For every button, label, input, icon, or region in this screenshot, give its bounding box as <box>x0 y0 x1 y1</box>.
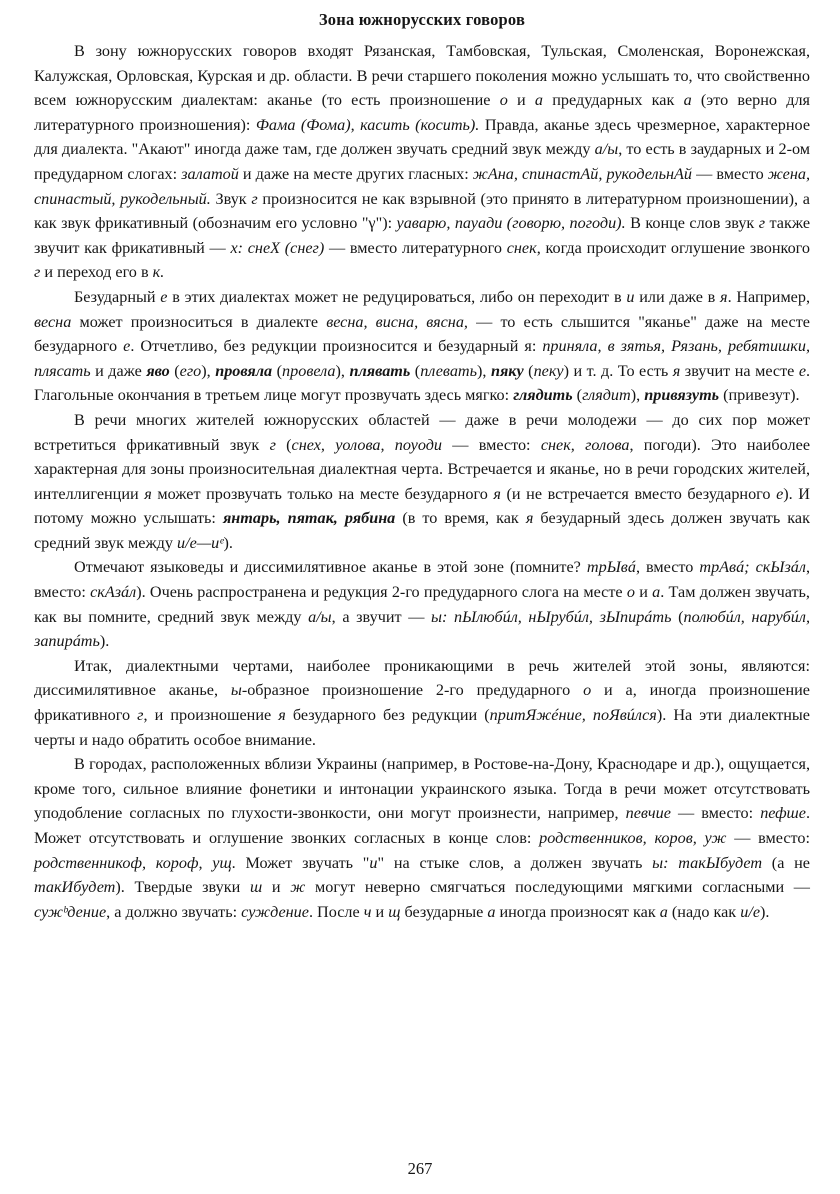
text-run: и переход его в <box>40 263 153 282</box>
text-run: ( <box>169 361 180 380</box>
paragraph <box>34 285 810 408</box>
text-run: ( <box>671 607 684 626</box>
text-run: ). И потому можно услышать: <box>34 484 810 528</box>
emphasis-text: полюбúл, нарубúл, запирáть <box>34 607 811 651</box>
text-run: и а, иногда произношение фрикативного <box>34 681 810 725</box>
emphasis-text: и <box>369 853 378 872</box>
emphasis-text: а <box>652 583 661 602</box>
text-run: ) и т. д. То есть <box>563 361 673 380</box>
text-run: ( <box>572 386 583 405</box>
text-run: безударного без редукции ( <box>285 706 490 725</box>
emphasis-text: г <box>137 706 144 725</box>
emphasis-text: г <box>34 263 41 282</box>
emphasis-text: г <box>269 435 276 454</box>
text-run: Отмечают языковеды и диссимилятивное аканье в этой зоне (помните? <box>74 558 587 577</box>
emphasis-text: уаварю, пауади (говорю, погоди). <box>396 214 626 233</box>
emphasis-text: ы: такЫбудет <box>652 853 763 872</box>
text-run: ). <box>760 902 770 921</box>
emphasis-text: и/е <box>740 902 761 921</box>
emphasis-text: е <box>160 287 168 306</box>
emphasis-text: такИбудет <box>34 878 116 897</box>
text-run: и <box>507 91 535 110</box>
text-run: (привезут). <box>719 386 800 405</box>
text-run: предударных как <box>543 91 684 110</box>
emphasis-text: пяку <box>490 361 524 380</box>
emphasis-text: о <box>626 583 635 602</box>
emphasis-text: я <box>278 706 286 725</box>
text-run: ( <box>272 361 283 380</box>
text-run: также звучит как фрикативный — <box>34 214 811 257</box>
emphasis-text: певчие <box>625 804 671 823</box>
text-run: и <box>262 878 291 897</box>
text-run: -образное произношение 2-го предударного <box>241 681 584 700</box>
emphasis-text: приняла, в зятья, Рязань, ребятишки, плясать <box>34 337 810 380</box>
text-run: . После <box>308 902 364 921</box>
text-run: (это верно для литературного произношения): <box>34 91 811 134</box>
text-run: и <box>371 902 389 921</box>
document-body <box>34 39 810 924</box>
emphasis-text: а <box>659 902 668 921</box>
paragraph <box>34 555 810 653</box>
emphasis-text: е <box>123 337 131 356</box>
emphasis-text: родственников, коров, уж <box>539 829 727 847</box>
emphasis-text: е <box>776 484 784 503</box>
text-run: Итак, диалектными чертами, наиболее проникающими в речь жителей этой зоны, являются: диссимилятивное аканье, <box>34 656 810 700</box>
text-run: или даже в <box>634 287 721 306</box>
emphasis-text: а/ы <box>594 140 619 159</box>
text-run: ( <box>523 361 534 380</box>
text-run: В конце слов звук <box>625 214 759 233</box>
emphasis-text: снек, голова <box>540 435 630 454</box>
emphasis-text: е <box>798 361 807 380</box>
emphasis-text: а <box>534 91 544 110</box>
text-run: ), <box>630 386 645 405</box>
text-run: В зону южнорусских говоров входят Рязанская, Тамбовская, Тульская, Смоленская, Воронежская, Калужская, Орловская, Курская и др. области. В речи старшего поколения можно услышать то, что свойственно всем южнорусским диалектам: аканье (то есть произношение <box>34 42 810 110</box>
emphasis-text: Фама (Фома), касить (косить). <box>255 115 480 134</box>
text-run: , вместо: <box>34 558 810 602</box>
text-run: В речи многих жителей южнорусских областей — даже в речи молодежи — до сих пор может встретиться фрикативный звук <box>34 410 810 454</box>
emphasis-text: жАна, спинастАй, рукодельнАй <box>472 164 692 183</box>
text-run: могут неверно смягчаться последующими мягкими согласными — <box>305 878 810 897</box>
paragraph <box>34 752 810 924</box>
text-run: . Может звучать " <box>231 853 370 872</box>
emphasis-text: глядить <box>513 386 573 405</box>
emphasis-text: о <box>583 681 592 700</box>
text-run: и даже на месте других гласных: <box>238 164 473 183</box>
emphasis-text: трЫвá <box>586 558 636 577</box>
emphasis-text: плевать <box>420 361 477 380</box>
text-run: ), <box>477 361 491 380</box>
text-run: Звук <box>210 189 252 208</box>
emphasis-text: я <box>525 509 534 528</box>
text-run: может произноситься в диалекте <box>71 312 327 331</box>
emphasis-text: г <box>758 214 766 233</box>
emphasis-text: ы <box>230 681 242 700</box>
emphasis-text: суждение <box>241 902 309 921</box>
text-run: . Глагольные окончания в третьем лице могут прозвучать здесь мягко: <box>34 361 811 405</box>
emphasis-text: снек <box>506 238 537 257</box>
emphasis-text: притЯжéние, поЯвúлся <box>489 706 657 725</box>
text-run: — вместо: <box>726 829 810 847</box>
text-run: . Может отсутствовать и оглушение звонких согласных в конце слов: <box>34 804 811 847</box>
emphasis-text: г <box>251 189 258 208</box>
emphasis-text: весна <box>34 312 72 331</box>
emphasis-text: трАвá; скЫзáл <box>699 558 806 577</box>
emphasis-text: сужᵇдение <box>34 902 107 921</box>
emphasis-text: ы: пЫлюбúл, нЫрубúл, зЫпирáть <box>431 607 672 626</box>
paragraph <box>34 408 810 556</box>
text-run: ( <box>275 435 292 454</box>
emphasis-text: и <box>626 287 635 306</box>
emphasis-text: снех, уолова, поуоди <box>291 435 442 454</box>
text-run: , а звучит — <box>331 607 432 626</box>
text-run: ). <box>223 533 233 552</box>
emphasis-text: глядит <box>582 386 631 405</box>
text-run: ). Твердые звуки <box>115 878 250 897</box>
text-run: и даже <box>90 361 147 380</box>
emphasis-text: ш <box>249 878 263 897</box>
emphasis-text: залатой <box>181 164 239 183</box>
text-run: Правда, аканье здесь чрезмерное, характерное для диалекта. "Акают" иногда даже там, где должен звучать средний звук между <box>34 115 811 159</box>
paragraph <box>34 654 810 752</box>
page-title: Зона южнорусских говоров <box>318 10 526 29</box>
emphasis-text: жена, спинастый, рукодельный. <box>34 164 810 208</box>
text-run: , то есть в заударных и 2-ом предударном слогах: <box>34 140 810 183</box>
text-run: , когда происходит оглушение звонкого <box>536 238 810 257</box>
text-run: ), <box>335 361 350 380</box>
emphasis-text: скАзáл <box>90 583 137 602</box>
emphasis-text: я <box>672 361 681 380</box>
emphasis-text: пефше <box>760 804 806 823</box>
emphasis-text: я <box>720 287 728 306</box>
page-number: 267 <box>407 1159 433 1178</box>
text-run: , погоди). Это наиболее характерная для зоны произносительная диалектная черта. Встречается и яканье, но в речи городских жителей, интеллигенции <box>34 435 810 503</box>
text-run: — вместо: <box>670 804 761 823</box>
text-run: и <box>634 583 653 602</box>
text-run: , и произношение <box>143 706 279 725</box>
text-run: ). На эти диалектные черты и надо обратить особое внимание. <box>34 706 810 749</box>
text-run: (в то время, как <box>395 509 526 528</box>
text-run: произносится не как взрывной (это принято в литературном произношении), а как звук фрикативный (обозначим его условно "γ"): <box>34 189 810 233</box>
text-run: В городах, расположенных вблизи Украины (например, в Ростове-на-Дону, Краснодаре и др.), ощущается, кроме того, сильное влияние фонетики и интонации украинского языка. Тогда в речи может отсутствовать уподобление согласных по глухости-звонкости, они могут произнести, например, <box>34 755 810 823</box>
text-run: может прозвучать только на месте безударного <box>151 484 494 503</box>
text-run: ), <box>201 361 216 380</box>
emphasis-text: весна, виснa, вясна, <box>326 312 468 331</box>
text-run: (надо как <box>667 902 741 921</box>
text-run: . Отчетливо, без редукции произносится и безударный я: <box>130 337 543 356</box>
emphasis-text: а/ы <box>308 607 332 626</box>
text-run: (а не <box>762 853 810 872</box>
emphasis-text: пеку <box>533 361 564 380</box>
text-run: " на стыке слов, а должен звучать <box>377 853 653 872</box>
text-run: ( <box>410 361 421 380</box>
emphasis-text: яво <box>146 361 170 380</box>
emphasis-text: ж <box>290 878 306 897</box>
emphasis-text: я <box>144 484 152 503</box>
text-run: (и не встречается вместо безударного <box>500 484 777 503</box>
emphasis-text: его <box>179 361 202 380</box>
emphasis-text: ч <box>363 902 372 921</box>
emphasis-text: янтарь, пятак, рябина <box>222 509 396 528</box>
emphasis-text: а <box>487 902 496 921</box>
paragraph <box>34 39 810 285</box>
text-run: — вместо <box>692 164 768 183</box>
text-run: в этих диалектах может не редуцироваться, либо он переходит в <box>167 287 627 306</box>
emphasis-text: и/е—иᵉ <box>177 533 224 552</box>
text-run: — вместо: <box>442 435 541 454</box>
text-run: ). Очень распространена и редукция 2-го предударного слога на месте <box>136 583 627 602</box>
text-run: . Например, <box>727 287 811 306</box>
text-run: ). <box>99 632 110 651</box>
text-run: Безударный <box>74 287 161 306</box>
text-run: звучит на месте <box>680 361 799 380</box>
emphasis-text: х: снеХ (снег) <box>230 238 325 257</box>
emphasis-text: провяла <box>215 361 273 380</box>
emphasis-text: о <box>499 91 508 110</box>
emphasis-text: плявать <box>349 361 411 380</box>
text-run: безударные <box>400 902 488 921</box>
emphasis-text: а <box>683 91 692 110</box>
text-run: безударный здесь должен звучать как средний звук между <box>34 509 810 552</box>
text-run: . Там должен звучать, как вы помните, средний звук между <box>34 583 810 626</box>
emphasis-text: щ <box>388 902 401 921</box>
emphasis-text: провела <box>282 361 336 380</box>
text-run: , а должно звучать: <box>106 902 242 921</box>
emphasis-text: к. <box>152 263 165 282</box>
text-run: , вместо <box>635 558 700 577</box>
emphasis-text: я <box>493 484 501 503</box>
text-run: иногда произносят как <box>495 902 660 921</box>
emphasis-text: родственникоф, короф, ущ <box>34 853 232 872</box>
text-run: — вместо литературного <box>324 238 507 257</box>
emphasis-text: привязуть <box>644 386 720 405</box>
text-run: — то есть слышится "яканье" даже на месте безударного <box>34 312 810 356</box>
